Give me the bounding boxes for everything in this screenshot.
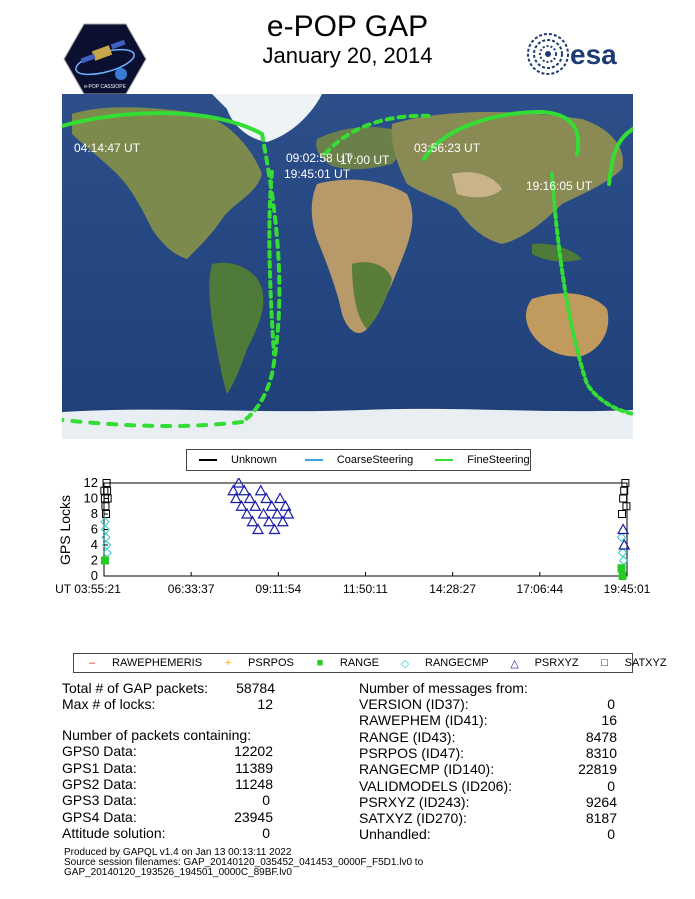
esa-logo-text: esa <box>570 39 617 70</box>
legend-label: PSRPOS <box>248 657 294 669</box>
legend-item-unknown <box>199 454 277 466</box>
stat-label: Number of packets containing: <box>62 727 252 743</box>
stat-value: 8187 <box>585 810 617 826</box>
gps-locks-chart <box>0 478 695 598</box>
legend-item-psrxyz <box>509 657 579 670</box>
x-tick-label: 11:50:11 <box>343 582 388 596</box>
page-title: e-POP GAP <box>266 10 429 43</box>
y-tick-label: 0 <box>90 568 98 583</box>
legend-label: RANGE <box>339 657 380 669</box>
stat-label: PSRXYZ (ID243): <box>359 794 470 810</box>
stat-label: VERSION (ID37): <box>359 696 469 712</box>
stat-value: 58784 <box>236 680 275 696</box>
stat-label: RANGECMP (ID140): <box>359 761 495 777</box>
footer-line: GAP_20140120_193526_194501_0000C_89BF.lv0 <box>64 867 292 878</box>
stat-value: 22819 <box>578 761 617 777</box>
stat-label: Attitude solution: <box>62 825 166 841</box>
stat-value: 0 <box>607 826 615 842</box>
legend-label: CoarseSteering <box>336 454 414 466</box>
world-map <box>62 94 633 439</box>
timestamp-label: 19:45:01 UT <box>284 167 351 181</box>
legend-item-rawephemeris <box>86 657 202 669</box>
stat-label: RAWEPHEM (ID41): <box>359 712 488 728</box>
legend-label: FineSteering <box>467 454 530 466</box>
y-tick-label: 4 <box>90 537 98 552</box>
legend-symbol: – <box>88 657 96 669</box>
stat-label: Total # of GAP packets: <box>62 680 209 696</box>
data-point-range <box>619 573 626 580</box>
timestamp-label: 17:00 UT <box>340 153 390 167</box>
page-subtitle: January 20, 2014 <box>262 43 433 68</box>
timestamp-label: 04:14:47 UT <box>74 141 141 155</box>
stat-label: SATXYZ (ID270): <box>359 810 467 826</box>
stat-label: GPS1 Data: <box>62 760 137 776</box>
stat-label: RANGE (ID43): <box>359 729 456 745</box>
stat-value: 0 <box>262 825 270 841</box>
x-tick-label: 19:45:01 <box>603 582 651 596</box>
y-tick-label: 8 <box>90 506 98 521</box>
legend-item-range <box>314 657 379 669</box>
legend-label: PSRXYZ <box>534 657 579 669</box>
legend-item-rangecmp <box>399 657 489 670</box>
stat-value: 0 <box>607 696 615 712</box>
stat-value: 12 <box>257 696 273 712</box>
message-legend <box>73 653 667 673</box>
legend-symbol: ◇ <box>400 657 410 670</box>
epop-logo-text: e-POP CASSIOPE <box>84 84 126 90</box>
epop-logo <box>63 22 147 96</box>
legend-line-swatch <box>435 459 453 461</box>
stat-heading: Number of messages from: <box>359 680 528 696</box>
legend-item-fine <box>435 454 529 466</box>
data-point-range <box>618 565 625 572</box>
legend-label: RAWEPHEMERIS <box>112 657 203 669</box>
y-tick-label: 10 <box>83 490 98 506</box>
stat-value: 12202 <box>234 743 273 759</box>
footer-line: Source session filenames: GAP_20140120_035452_041453_0000F_F5D1.lv0 to <box>64 857 424 868</box>
data-point-range <box>101 557 108 564</box>
plot-frame <box>104 483 627 576</box>
y-tick-label: 12 <box>83 478 98 490</box>
x-tick-label: 06:33:37 <box>167 582 215 596</box>
footer-line: Produced by GAPQL v1.4 on Jan 13 00:13:11 2022 <box>64 847 292 858</box>
legend-label: RANGECMP <box>425 657 489 669</box>
stat-label: PSRPOS (ID47): <box>359 745 465 761</box>
legend-symbol: □ <box>601 657 608 669</box>
legend-symbol: △ <box>510 657 519 670</box>
stat-value: 23945 <box>234 809 273 825</box>
legend-line-swatch <box>199 459 217 461</box>
stat-value: 16 <box>601 712 617 728</box>
x-tick-label: UT 03:55:21 <box>55 582 121 596</box>
y-tick-label: 6 <box>90 521 98 537</box>
stat-value: 11248 <box>235 776 273 792</box>
x-tick-label: 09:11:54 <box>255 582 302 596</box>
stat-value: 8310 <box>585 745 617 761</box>
stat-value: 9264 <box>585 794 617 810</box>
legend-label: SATXYZ <box>624 657 667 669</box>
x-tick-label: 17:06:44 <box>516 582 564 596</box>
steering-legend <box>186 449 531 471</box>
legend-item-psrpos <box>222 657 294 669</box>
footer <box>64 848 423 878</box>
stat-label: GPS0 Data: <box>62 743 137 759</box>
timestamp-label: 19:16:05 UT <box>526 179 593 193</box>
stat-value: 0 <box>262 792 270 808</box>
stat-label: GPS3 Data: <box>62 792 137 808</box>
legend-item-coarse <box>305 454 413 466</box>
stat-label: Max # of locks: <box>62 696 156 712</box>
stat-value: 8478 <box>585 729 617 745</box>
timestamp-label: 03:56:23 UT <box>414 141 481 155</box>
x-tick-label: 14:28:27 <box>429 582 477 596</box>
stat-label: GPS2 Data: <box>62 776 137 792</box>
legend-item-satxyz <box>599 657 667 669</box>
y-axis-label: GPS Locks <box>57 494 73 566</box>
stat-value: 11389 <box>235 760 273 776</box>
legend-symbol: + <box>224 657 232 669</box>
legend-line-swatch <box>305 459 323 461</box>
stat-label: VALIDMODELS (ID206): <box>359 778 513 794</box>
legend-symbol: ■ <box>316 657 324 669</box>
legend-label: Unknown <box>231 454 277 466</box>
stat-label: Unhandled: <box>359 826 431 842</box>
y-tick-label: 2 <box>90 552 98 568</box>
stat-value: 0 <box>607 778 615 794</box>
timestamp-label: 09:02:58 UT <box>286 151 353 165</box>
esa-logo <box>526 32 632 78</box>
stat-label: GPS4 Data: <box>62 809 137 825</box>
